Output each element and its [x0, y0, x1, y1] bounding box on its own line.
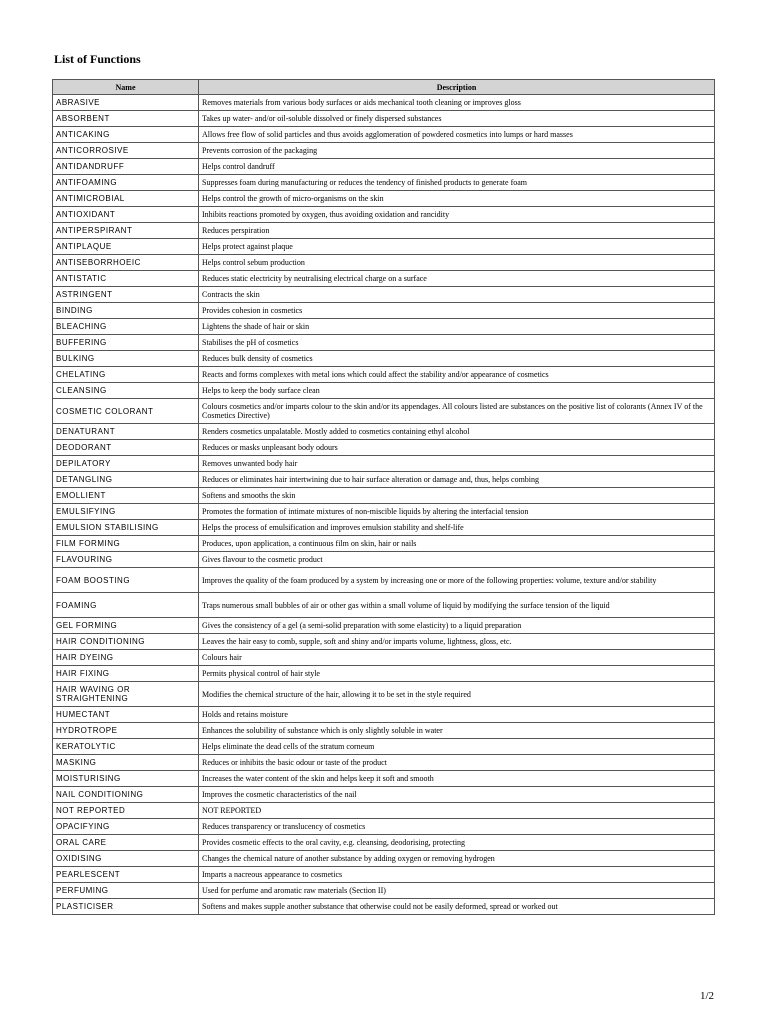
function-description-cell: Promotes the formation of intimate mixtures of non-miscible liquids by altering the interfacial tension [199, 504, 715, 520]
function-name-cell: HAIR DYEING [53, 650, 199, 666]
function-name-cell: ANTIMICROBIAL [53, 191, 199, 207]
function-name-cell: ORAL CARE [53, 835, 199, 851]
function-name-cell: FOAM BOOSTING [53, 568, 199, 593]
table-row [53, 488, 715, 504]
table-row [53, 383, 715, 399]
table-row [53, 618, 715, 634]
table-row [53, 367, 715, 383]
function-description-cell: Helps control dandruff [199, 159, 715, 175]
table-row [53, 271, 715, 287]
function-description-cell: Prevents corrosion of the packaging [199, 143, 715, 159]
function-description-cell: Modifies the chemical structure of the hair, allowing it to be set in the style required [199, 682, 715, 707]
function-name-cell: FLAVOURING [53, 552, 199, 568]
table-row [53, 111, 715, 127]
function-name-cell: ABSORBENT [53, 111, 199, 127]
function-name-cell: HAIR CONDITIONING [53, 634, 199, 650]
function-description-cell: Takes up water- and/or oil-soluble dissolved or finely dispersed substances [199, 111, 715, 127]
function-name-cell: GEL FORMING [53, 618, 199, 634]
function-name-cell: NAIL CONDITIONING [53, 787, 199, 803]
function-name-cell: BINDING [53, 303, 199, 319]
function-description-cell: Gives flavour to the cosmetic product [199, 552, 715, 568]
function-name-cell: MOISTURISING [53, 771, 199, 787]
table-row [53, 143, 715, 159]
table-row [53, 707, 715, 723]
function-description-cell: Renders cosmetics unpalatable. Mostly added to cosmetics containing ethyl alcohol [199, 424, 715, 440]
function-description-cell: NOT REPORTED [199, 803, 715, 819]
function-name-cell: PERFUMING [53, 883, 199, 899]
function-name-cell: KERATOLYTIC [53, 739, 199, 755]
function-description-cell: Helps the process of emulsification and improves emulsion stability and shelf-life [199, 520, 715, 536]
function-description-cell: Inhibits reactions promoted by oxygen, thus avoiding oxidation and rancidity [199, 207, 715, 223]
function-description-cell: Helps protect against plaque [199, 239, 715, 255]
function-name-cell: ANTIFOAMING [53, 175, 199, 191]
table-row [53, 472, 715, 488]
function-description-cell: Enhances the solubility of substance which is only slightly soluble in water [199, 723, 715, 739]
table-body [53, 95, 715, 915]
function-name-cell: DEODORANT [53, 440, 199, 456]
function-description-cell: Suppresses foam during manufacturing or reduces the tendency of finished products to generate foam [199, 175, 715, 191]
table-row [53, 191, 715, 207]
function-description-cell: Used for perfume and aromatic raw materials (Section II) [199, 883, 715, 899]
function-description-cell: Helps control the growth of micro-organisms on the skin [199, 191, 715, 207]
function-name-cell: DENATURANT [53, 424, 199, 440]
table-row [53, 159, 715, 175]
function-description-cell: Softens and makes supple another substance that otherwise could not be easily deformed, spread or worked out [199, 899, 715, 915]
function-description-cell: Removes materials from various body surfaces or aids mechanical tooth cleaning or improves gloss [199, 95, 715, 111]
function-description-cell: Increases the water content of the skin and helps keep it soft and smooth [199, 771, 715, 787]
function-name-cell: BUFFERING [53, 335, 199, 351]
table-row [53, 504, 715, 520]
function-name-cell: CHELATING [53, 367, 199, 383]
function-name-cell: DEPILATORY [53, 456, 199, 472]
function-description-cell: Helps eliminate the dead cells of the stratum corneum [199, 739, 715, 755]
table-row [53, 899, 715, 915]
function-description-cell: Reduces bulk density of cosmetics [199, 351, 715, 367]
function-name-cell: HAIR FIXING [53, 666, 199, 682]
table-row [53, 351, 715, 367]
table-row [53, 771, 715, 787]
function-name-cell: PEARLESCENT [53, 867, 199, 883]
function-description-cell: Imparts a nacreous appearance to cosmetics [199, 867, 715, 883]
page-number: 1/2 [699, 990, 714, 1002]
function-name-cell: MASKING [53, 755, 199, 771]
table-row [53, 536, 715, 552]
function-description-cell: Reacts and forms complexes with metal ions which could affect the stability and/or appearance of cosmetics [199, 367, 715, 383]
function-description-cell: Reduces transparency or translucency of cosmetics [199, 819, 715, 835]
function-name-cell: ANTISTATIC [53, 271, 199, 287]
function-name-cell: ANTIPERSPIRANT [53, 223, 199, 239]
function-description-cell: Reduces static electricity by neutralising electrical charge on a surface [199, 271, 715, 287]
function-name-cell: OPACIFYING [53, 819, 199, 835]
function-name-cell: HUMECTANT [53, 707, 199, 723]
table-row [53, 456, 715, 472]
table-row [53, 568, 715, 593]
function-description-cell: Provides cohesion in cosmetics [199, 303, 715, 319]
function-name-cell: BLEACHING [53, 319, 199, 335]
function-description-cell: Stabilises the pH of cosmetics [199, 335, 715, 351]
column-header-name: Name [53, 80, 199, 95]
function-description-cell: Softens and smooths the skin [199, 488, 715, 504]
function-name-cell: HAIR WAVING OR STRAIGHTENING [53, 682, 199, 707]
function-description-cell: Holds and retains moisture [199, 707, 715, 723]
functions-table [52, 79, 715, 915]
page-title: List of Functions [54, 52, 141, 66]
function-name-cell: ANTIDANDRUFF [53, 159, 199, 175]
table-row [53, 755, 715, 771]
function-description-cell: Reduces perspiration [199, 223, 715, 239]
function-name-cell: ANTISEBORRHOEIC [53, 255, 199, 271]
table-row [53, 440, 715, 456]
table-row [53, 552, 715, 568]
table-row [53, 739, 715, 755]
function-name-cell: BULKING [53, 351, 199, 367]
table-row [53, 127, 715, 143]
function-name-cell: ASTRINGENT [53, 287, 199, 303]
function-name-cell: ANTIPLAQUE [53, 239, 199, 255]
table-row [53, 787, 715, 803]
function-description-cell: Improves the cosmetic characteristics of the nail [199, 787, 715, 803]
function-name-cell: HYDROTROPE [53, 723, 199, 739]
table-row [53, 239, 715, 255]
table-row [53, 835, 715, 851]
function-name-cell: CLEANSING [53, 383, 199, 399]
table-row [53, 95, 715, 111]
table-header-row [53, 80, 715, 95]
table-row [53, 255, 715, 271]
table-row [53, 803, 715, 819]
function-name-cell: EMOLLIENT [53, 488, 199, 504]
table-row [53, 319, 715, 335]
table-row [53, 335, 715, 351]
table-row [53, 851, 715, 867]
table-row [53, 287, 715, 303]
function-name-cell: OXIDISING [53, 851, 199, 867]
table-row [53, 723, 715, 739]
table-row [53, 634, 715, 650]
table-row [53, 399, 715, 424]
function-description-cell: Lightens the shade of hair or skin [199, 319, 715, 335]
table-row [53, 883, 715, 899]
function-description-cell: Reduces or inhibits the basic odour or taste of the product [199, 755, 715, 771]
table-row [53, 223, 715, 239]
function-description-cell: Produces, upon application, a continuous film on skin, hair or nails [199, 536, 715, 552]
function-description-cell: Improves the quality of the foam produced by a system by increasing one or more of the following properties: volume, texture and/or stability [199, 568, 715, 593]
function-description-cell: Gives the consistency of a gel (a semi-solid preparation with some elasticity) to a liquid preparation [199, 618, 715, 634]
function-description-cell: Allows free flow of solid particles and thus avoids agglomeration of powdered cosmetics into lumps or hard masses [199, 127, 715, 143]
function-description-cell: Provides cosmetic effects to the oral cavity, e.g. cleansing, deodorising, protecting [199, 835, 715, 851]
table-row [53, 819, 715, 835]
table-row [53, 207, 715, 223]
function-description-cell: Removes unwanted body hair [199, 456, 715, 472]
table-row [53, 520, 715, 536]
function-description-cell: Contracts the skin [199, 287, 715, 303]
table-row [53, 650, 715, 666]
function-description-cell: Reduces or eliminates hair intertwining due to hair surface alteration or damage and, thus, helps combing [199, 472, 715, 488]
function-name-cell: ANTIOXIDANT [53, 207, 199, 223]
function-description-cell: Leaves the hair easy to comb, supple, soft and shiny and/or imparts volume, lightness, gloss, etc. [199, 634, 715, 650]
function-description-cell: Traps numerous small bubbles of air or other gas within a small volume of liquid by modifying the surface tension of the liquid [199, 593, 715, 618]
function-name-cell: FILM FORMING [53, 536, 199, 552]
function-description-cell: Colours hair [199, 650, 715, 666]
function-description-cell: Changes the chemical nature of another substance by adding oxygen or removing hydrogen [199, 851, 715, 867]
table-row [53, 593, 715, 618]
function-description-cell: Helps to keep the body surface clean [199, 383, 715, 399]
function-description-cell: Reduces or masks unpleasant body odours [199, 440, 715, 456]
table-row [53, 682, 715, 707]
function-name-cell: ANTICAKING [53, 127, 199, 143]
function-name-cell: NOT REPORTED [53, 803, 199, 819]
function-description-cell: Helps control sebum production [199, 255, 715, 271]
function-name-cell: PLASTICISER [53, 899, 199, 915]
function-name-cell: ABRASIVE [53, 95, 199, 111]
function-name-cell: DETANGLING [53, 472, 199, 488]
table-row [53, 867, 715, 883]
column-header-description: Description [199, 80, 715, 95]
function-name-cell: COSMETIC COLORANT [53, 399, 199, 424]
table-row [53, 666, 715, 682]
table-row [53, 424, 715, 440]
table-row [53, 175, 715, 191]
function-name-cell: FOAMING [53, 593, 199, 618]
function-name-cell: EMULSIFYING [53, 504, 199, 520]
table-row [53, 303, 715, 319]
function-description-cell: Colours cosmetics and/or imparts colour to the skin and/or its appendages. All colours listed are substances on the positive list of colorants (Annex IV of the Cosmetics Directive) [199, 399, 715, 424]
function-name-cell: EMULSION STABILISING [53, 520, 199, 536]
function-name-cell: ANTICORROSIVE [53, 143, 199, 159]
function-description-cell: Permits physical control of hair style [199, 666, 715, 682]
